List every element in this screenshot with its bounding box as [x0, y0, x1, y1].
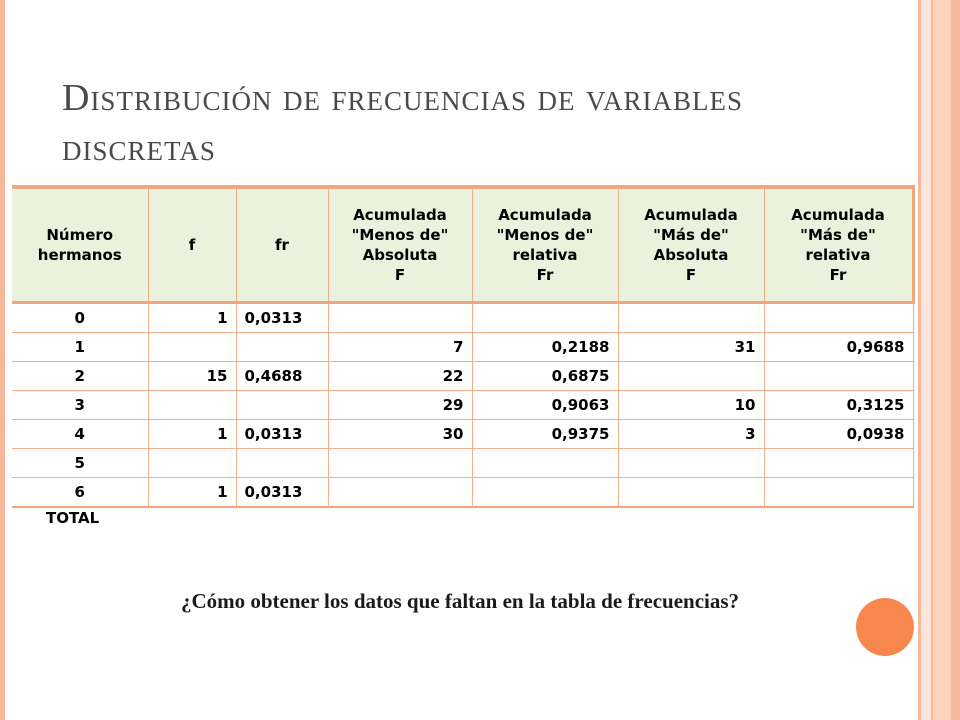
- orange-circle-decoration: [856, 598, 914, 656]
- cell: 0,4688: [236, 362, 328, 391]
- cell: 4: [12, 420, 148, 449]
- cell: [764, 362, 913, 391]
- cell: [328, 449, 472, 478]
- cell: 2: [12, 362, 148, 391]
- header-fr: fr: [236, 187, 328, 303]
- cell: 22: [328, 362, 472, 391]
- cell: 0,9688: [764, 333, 913, 362]
- cell: [472, 303, 618, 333]
- cell: [236, 391, 328, 420]
- cell: 1: [148, 478, 236, 508]
- cell: [764, 478, 913, 508]
- cell: 0,0938: [764, 420, 913, 449]
- frequency-table: [12, 185, 915, 508]
- cell: [764, 449, 913, 478]
- cell: 6: [12, 478, 148, 508]
- cell: 1: [148, 303, 236, 333]
- slide-title: Distribución de frecuencias de variables discretas: [62, 77, 743, 170]
- cell: 30: [328, 420, 472, 449]
- table-row: [12, 420, 913, 449]
- cell: 1: [148, 420, 236, 449]
- cell: 5: [12, 449, 148, 478]
- cell: 0,6875: [472, 362, 618, 391]
- cell: [764, 303, 913, 333]
- header-acum-menos-rel: Acumulada "Menos de" relativa Fr: [472, 187, 618, 303]
- cell: 0,3125: [764, 391, 913, 420]
- cell: [618, 362, 764, 391]
- cell: 0,0313: [236, 303, 328, 333]
- cell: 0,2188: [472, 333, 618, 362]
- table-header-row: [12, 187, 913, 303]
- cell: [236, 333, 328, 362]
- cell: 0,9375: [472, 420, 618, 449]
- cell: [618, 303, 764, 333]
- cell: [148, 391, 236, 420]
- cell: 0,0313: [236, 420, 328, 449]
- cell: 31: [618, 333, 764, 362]
- table-row: [12, 333, 913, 362]
- cell: [148, 449, 236, 478]
- cell: [328, 303, 472, 333]
- cell: [618, 449, 764, 478]
- cell: [472, 449, 618, 478]
- cell: 0,9063: [472, 391, 618, 420]
- left-border-decoration: [0, 0, 5, 720]
- header-acum-menos-abs: Acumulada "Menos de" Absoluta F: [328, 187, 472, 303]
- table-row: [12, 303, 913, 333]
- cell: [328, 478, 472, 508]
- cell: 15: [148, 362, 236, 391]
- cell: 3: [12, 391, 148, 420]
- table-row: [12, 478, 913, 508]
- table-row: [12, 449, 913, 478]
- total-label: TOTAL: [46, 509, 100, 527]
- header-acum-mas-rel: Acumulada "Más de" relativa Fr: [764, 187, 913, 303]
- cell: [148, 333, 236, 362]
- cell: 0: [12, 303, 148, 333]
- table-row: [12, 362, 913, 391]
- cell: 0,0313: [236, 478, 328, 508]
- cell: [236, 449, 328, 478]
- cell: 3: [618, 420, 764, 449]
- right-border-decoration: [921, 0, 960, 720]
- header-numero-hermanos: Número hermanos: [12, 187, 148, 303]
- question-text: ¿Cómo obtener los datos que faltan en la tabla de frecuencias?: [180, 589, 740, 613]
- cell: 7: [328, 333, 472, 362]
- cell: [618, 478, 764, 508]
- table-row: [12, 391, 913, 420]
- cell: 10: [618, 391, 764, 420]
- header-acum-mas-abs: Acumulada "Más de" Absoluta F: [618, 187, 764, 303]
- cell: [472, 478, 618, 508]
- cell: 29: [328, 391, 472, 420]
- header-f: f: [148, 187, 236, 303]
- cell: 1: [12, 333, 148, 362]
